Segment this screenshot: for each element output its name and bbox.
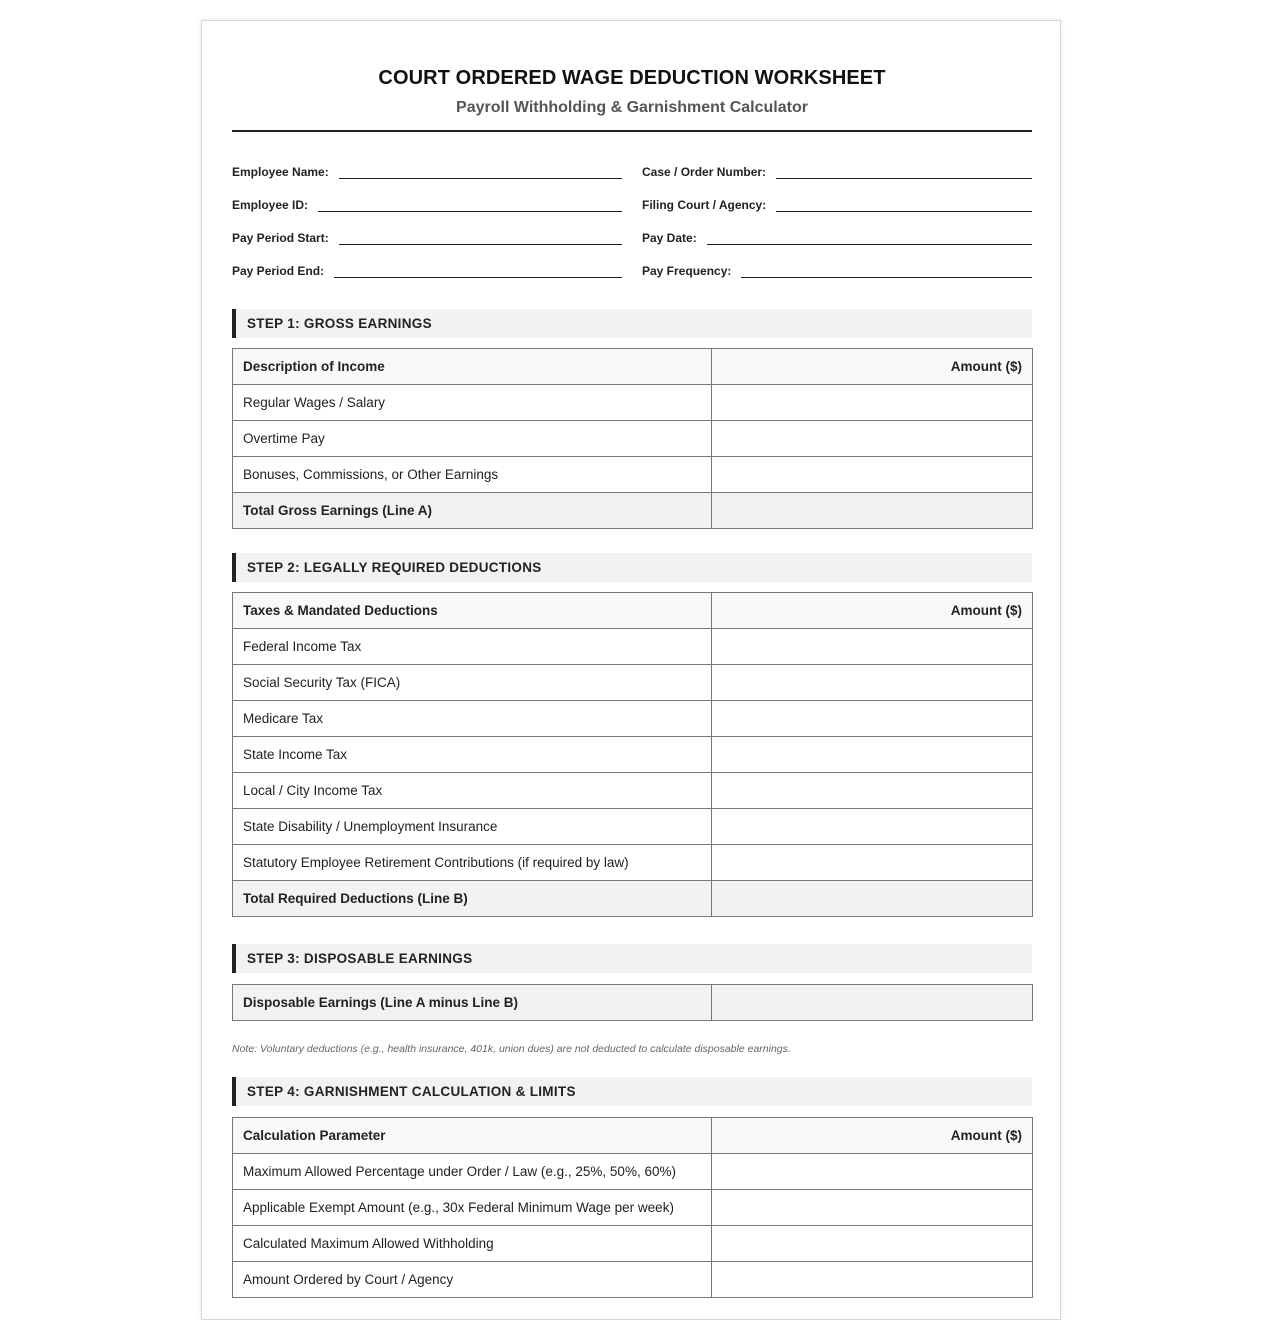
case-order-number-field[interactable]: [642, 159, 1032, 179]
table-row: [233, 809, 1033, 845]
pay-period-end-label: Pay Period End:: [232, 264, 325, 278]
total-row: [233, 985, 1033, 1021]
total-label: Total Gross Earnings (Line A): [233, 493, 712, 529]
row-label: Social Security Tax (FICA): [233, 665, 712, 701]
table-header-row: [233, 349, 1033, 385]
amount-cell[interactable]: [712, 773, 1033, 809]
table-row: [233, 421, 1033, 457]
row-label: Overtime Pay: [233, 421, 712, 457]
case-order-number-input-line[interactable]: [776, 161, 1032, 179]
amount-cell[interactable]: [712, 1190, 1033, 1226]
step4-heading: STEP 4: GARNISHMENT CALCULATION & LIMITS: [232, 1077, 1032, 1106]
amount-cell[interactable]: [712, 665, 1033, 701]
row-label: Federal Income Tax: [233, 629, 712, 665]
pay-period-start-input-line[interactable]: [339, 227, 622, 245]
case-order-number-label: Case / Order Number:: [642, 165, 767, 179]
pay-frequency-label: Pay Frequency:: [642, 264, 732, 278]
row-label: Bonuses, Commissions, or Other Earnings: [233, 457, 712, 493]
row-label: Maximum Allowed Percentage under Order / Law (e.g., 25%, 50%, 60%): [233, 1154, 712, 1190]
worksheet-page: [201, 20, 1061, 1320]
pay-date-input-line[interactable]: [707, 227, 1032, 245]
amount-cell[interactable]: [712, 1262, 1033, 1298]
table-row: [233, 773, 1033, 809]
table-row: [233, 457, 1033, 493]
table-row: [233, 1226, 1033, 1262]
table-row: [233, 1262, 1033, 1298]
employee-id-field[interactable]: [232, 192, 622, 212]
pay-frequency-field[interactable]: [642, 258, 1032, 278]
step3-heading: STEP 3: DISPOSABLE EARNINGS: [232, 944, 1032, 973]
table-header-row: [233, 593, 1033, 629]
row-label: State Disability / Unemployment Insurance: [233, 809, 712, 845]
employee-name-label: Employee Name:: [232, 165, 329, 179]
page-title: COURT ORDERED WAGE DEDUCTION WORKSHEET: [378, 67, 886, 89]
total-amount-cell[interactable]: [712, 985, 1033, 1021]
employee-name-field[interactable]: [232, 159, 622, 179]
column-header-amount: Amount ($): [712, 349, 1033, 385]
page-subtitle: Payroll Withholding & Garnishment Calculator: [456, 99, 808, 116]
table-row: [233, 1154, 1033, 1190]
filing-court-input-line[interactable]: [776, 194, 1032, 212]
step2-heading: STEP 2: LEGALLY REQUIRED DEDUCTIONS: [232, 553, 1032, 582]
amount-cell[interactable]: [712, 457, 1033, 493]
table-row: [233, 665, 1033, 701]
column-header-description: Taxes & Mandated Deductions: [233, 593, 712, 629]
table-row: [233, 385, 1033, 421]
column-header-description: Description of Income: [233, 349, 712, 385]
employee-name-input-line[interactable]: [339, 161, 622, 179]
amount-cell[interactable]: [712, 809, 1033, 845]
required-deductions-table: [232, 592, 1033, 917]
table-row: [233, 737, 1033, 773]
total-label: Disposable Earnings (Line A minus Line B): [233, 985, 712, 1021]
row-label: Calculated Maximum Allowed Withholding: [233, 1226, 712, 1262]
pay-date-label: Pay Date:: [642, 231, 697, 245]
amount-cell[interactable]: [712, 421, 1033, 457]
amount-cell[interactable]: [712, 385, 1033, 421]
table-row: [233, 701, 1033, 737]
amount-cell[interactable]: [712, 629, 1033, 665]
pay-frequency-input-line[interactable]: [741, 260, 1032, 278]
row-label: Applicable Exempt Amount (e.g., 30x Federal Minimum Wage per week): [233, 1190, 712, 1226]
disposable-earnings-note: Note: Voluntary deductions (e.g., health insurance, 401k, union dues) are not deducted to calculate disposable earnings.: [232, 1043, 791, 1055]
disposable-earnings-table: [232, 984, 1033, 1021]
column-header-amount: Amount ($): [712, 1118, 1033, 1154]
gross-earnings-table: [232, 348, 1033, 529]
employee-id-label: Employee ID:: [232, 198, 309, 212]
total-row: [233, 493, 1033, 529]
column-header-parameter: Calculation Parameter: [233, 1118, 712, 1154]
pay-period-end-input-line[interactable]: [334, 260, 622, 278]
amount-cell[interactable]: [712, 737, 1033, 773]
total-amount-cell[interactable]: [712, 493, 1033, 529]
table-row: [233, 845, 1033, 881]
table-row: [233, 1190, 1033, 1226]
row-label: Local / City Income Tax: [233, 773, 712, 809]
amount-cell[interactable]: [712, 845, 1033, 881]
table-row: [233, 629, 1033, 665]
filing-court-field[interactable]: [642, 192, 1032, 212]
garnishment-calculation-table: [232, 1117, 1033, 1298]
employee-id-input-line[interactable]: [318, 194, 622, 212]
title-divider: [232, 130, 1032, 132]
row-label: Regular Wages / Salary: [233, 385, 712, 421]
amount-cell[interactable]: [712, 1154, 1033, 1190]
row-label: State Income Tax: [233, 737, 712, 773]
column-header-amount: Amount ($): [712, 593, 1033, 629]
pay-period-start-field[interactable]: [232, 225, 622, 245]
amount-cell[interactable]: [712, 701, 1033, 737]
row-label: Medicare Tax: [233, 701, 712, 737]
pay-date-field[interactable]: [642, 225, 1032, 245]
total-amount-cell[interactable]: [712, 881, 1033, 917]
pay-period-end-field[interactable]: [232, 258, 622, 278]
table-header-row: [233, 1118, 1033, 1154]
pay-period-start-label: Pay Period Start:: [232, 231, 329, 245]
filing-court-label: Filing Court / Agency:: [642, 198, 767, 212]
total-row: [233, 881, 1033, 917]
step1-heading: STEP 1: GROSS EARNINGS: [232, 309, 1032, 338]
row-label: Amount Ordered by Court / Agency: [233, 1262, 712, 1298]
amount-cell[interactable]: [712, 1226, 1033, 1262]
row-label: Statutory Employee Retirement Contributions (if required by law): [233, 845, 712, 881]
total-label: Total Required Deductions (Line B): [233, 881, 712, 917]
